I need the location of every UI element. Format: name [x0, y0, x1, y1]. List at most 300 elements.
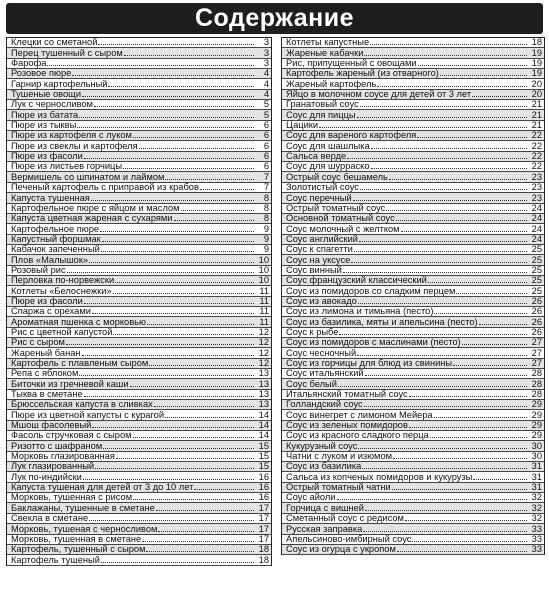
- toc-entry-title: Вермишель со шпинатом и лаймом: [11, 172, 165, 182]
- toc-entry-title: Тушеные овощи: [11, 89, 82, 100]
- toc-entry[interactable]: [7, 224, 271, 234]
- dot-leader: [147, 324, 254, 325]
- toc-entry-page: 15: [258, 441, 269, 451]
- toc-entry-page: 26: [531, 317, 542, 327]
- toc-entry-title: Соус французский классический: [286, 275, 427, 286]
- toc-entry[interactable]: [7, 79, 271, 89]
- toc-entry[interactable]: [7, 286, 271, 296]
- toc-entry-page: 33: [531, 534, 542, 544]
- toc-entry-page: 23: [531, 182, 542, 193]
- toc-entry-title: Репа с яблоком: [11, 369, 79, 379]
- dot-leader: [396, 220, 527, 221]
- toc-entry[interactable]: [7, 69, 271, 79]
- toc-entry[interactable]: [7, 483, 271, 493]
- dot-leader: [113, 334, 254, 335]
- toc-entry[interactable]: [282, 369, 544, 379]
- toc-entry-title: Ароматная пшенка с морковью: [11, 317, 146, 327]
- toc-entry-title: Пюре из тыквы: [11, 120, 77, 131]
- toc-entry-page: 19: [531, 58, 542, 69]
- dot-leader: [358, 448, 527, 449]
- toc-entry[interactable]: [282, 297, 544, 307]
- toc-entry[interactable]: [7, 431, 271, 441]
- toc-entry-title: Соус английский: [286, 234, 358, 244]
- toc-entry[interactable]: [282, 276, 544, 286]
- dot-leader: [89, 520, 254, 521]
- toc-entry-page: 6: [263, 120, 269, 131]
- toc-entry-page: 14: [258, 431, 269, 441]
- toc-entry-page: 23: [531, 193, 542, 203]
- toc-entry-page: 32: [531, 513, 542, 524]
- toc-entry-page: 29: [531, 431, 542, 441]
- toc-entry[interactable]: [7, 555, 271, 565]
- toc-entry[interactable]: [7, 59, 271, 69]
- toc-entry-title: Соус из базилика: [286, 462, 362, 472]
- toc-entry-page: 27: [531, 348, 542, 358]
- toc-entry[interactable]: [7, 255, 271, 265]
- toc-entry-page: 13: [258, 400, 269, 410]
- toc-entry-title: Сметанный соус с редисом: [286, 513, 404, 524]
- toc-entry-title: Острый томатный чатни: [286, 482, 391, 493]
- toc-entry-title: Котлеты капустные: [286, 38, 370, 48]
- dot-leader: [338, 386, 527, 387]
- toc-header: [6, 3, 543, 34]
- toc-entry-page: 11: [259, 317, 269, 327]
- toc-title: Содержание: [194, 4, 355, 32]
- dot-leader: [362, 468, 527, 469]
- toc-entry-page: 18: [531, 38, 542, 48]
- toc-entry-title: Перловка по-норвежски: [11, 275, 115, 286]
- toc-entry-title: Картофельное пюре с яйцом и маслом: [11, 203, 180, 213]
- toc-entry[interactable]: [282, 121, 544, 131]
- toc-entry[interactable]: [7, 369, 271, 379]
- toc-entry-page: 18: [258, 555, 269, 565]
- toc-entry[interactable]: [7, 162, 271, 172]
- toc-entry-title: Рис, припущенный с овощами: [286, 58, 417, 69]
- toc-entry[interactable]: [282, 317, 544, 327]
- toc-entry-title: Картофельное пюре: [11, 224, 100, 234]
- toc-entry[interactable]: [282, 286, 544, 296]
- toc-entry[interactable]: [7, 514, 271, 524]
- toc-entry[interactable]: [282, 348, 544, 358]
- toc-entry-title: Котлеты «Белоснежки»: [11, 286, 112, 296]
- dot-leader: [165, 179, 254, 180]
- toc-entry-title: Соус молочный с желтком: [286, 224, 400, 234]
- toc-entry[interactable]: [282, 131, 544, 141]
- dot-leader: [115, 282, 254, 283]
- dot-leader: [377, 86, 527, 87]
- toc-entry[interactable]: [282, 110, 544, 120]
- dot-leader: [103, 448, 254, 449]
- toc-entry-page: 29: [531, 410, 542, 420]
- toc-entry[interactable]: [282, 503, 544, 513]
- toc-entry[interactable]: [7, 204, 271, 214]
- toc-entry[interactable]: [7, 297, 271, 307]
- toc-entry-title: Яйцо в молочном соусе для детей от 3 лет: [286, 89, 472, 100]
- toc-entry-title: Кабачок запеченный: [11, 244, 100, 255]
- toc-entry-page: 25: [531, 255, 542, 265]
- dot-leader: [371, 168, 527, 169]
- toc-entry[interactable]: [7, 100, 271, 110]
- dot-leader: [339, 334, 527, 335]
- toc-entry-title: Соус из зеленых помидоров: [286, 420, 408, 431]
- dot-leader: [66, 344, 254, 345]
- toc-entry[interactable]: [282, 338, 544, 348]
- toc-entry-page: 4: [263, 79, 269, 89]
- toc-entry-title: Соус на уксусе: [286, 255, 351, 265]
- toc-entry[interactable]: [282, 90, 544, 100]
- toc-entry-title: Морковь глазированная: [11, 451, 115, 462]
- toc-entry-page: 6: [263, 131, 269, 141]
- toc-entry[interactable]: [7, 535, 271, 545]
- toc-entry[interactable]: [282, 359, 544, 369]
- dot-leader: [456, 293, 527, 294]
- toc-column-left: [6, 37, 272, 566]
- toc-entry[interactable]: [7, 524, 271, 534]
- toc-entry-title: Розовое пюре: [11, 69, 72, 79]
- toc-entry[interactable]: [7, 400, 271, 410]
- toc-entry-page: 22: [531, 162, 542, 172]
- dot-leader: [401, 231, 527, 232]
- toc-entry-page: 22: [531, 151, 542, 162]
- toc-entry-title: Свекла в сметане: [11, 513, 89, 524]
- toc-entry[interactable]: [282, 183, 544, 193]
- toc-entry-title: Картофель тушеный: [11, 555, 100, 565]
- toc-entry-title: Соус из базилика, мяты и апельсина (песто): [286, 317, 478, 327]
- dot-leader: [347, 158, 527, 159]
- toc-entry-title: Итальянский томатный соус: [286, 389, 408, 400]
- toc-entry-title: Соус айоли: [286, 493, 336, 503]
- toc-entry-title: Картофель с плавленым сыром: [11, 358, 149, 368]
- toc-entry-page: 24: [531, 234, 542, 244]
- toc-entry[interactable]: [7, 90, 271, 100]
- toc-entry-page: 16: [258, 472, 269, 482]
- toc-entry-page: 18: [258, 544, 269, 555]
- toc-entry[interactable]: [7, 38, 271, 48]
- toc-entry-page: 31: [531, 472, 542, 482]
- toc-entry-title: Капуста тушеная для детей от 3 до 10 лет: [11, 482, 194, 493]
- toc-entry[interactable]: [7, 307, 271, 317]
- toc-entry-page: 12: [258, 348, 269, 358]
- toc-entry[interactable]: [282, 162, 544, 172]
- toc-entry-page: 5: [263, 110, 269, 120]
- toc-entry-title: Капустный форшмак: [11, 234, 101, 244]
- toc-entry-title: Соус для шурраско: [286, 162, 370, 172]
- dot-leader: [434, 313, 527, 314]
- toc-entry[interactable]: [282, 493, 544, 503]
- toc-entry-page: 10: [258, 255, 269, 265]
- toc-entry-title: Соус чесночный: [286, 348, 357, 358]
- toc-entry[interactable]: [282, 431, 544, 441]
- toc-entry[interactable]: [7, 348, 271, 358]
- toc-entry[interactable]: [7, 141, 271, 151]
- toc-entry[interactable]: [282, 410, 544, 420]
- dot-leader: [365, 375, 527, 376]
- dot-leader: [123, 168, 254, 169]
- toc-entry-title: Розовый рис: [11, 265, 66, 275]
- toc-entry-title: Морковь, тушенная в сметане: [11, 534, 142, 544]
- toc-entry[interactable]: [282, 535, 544, 545]
- toc-entry-page: 22: [531, 131, 542, 141]
- toc-entry[interactable]: [7, 328, 271, 338]
- toc-entry[interactable]: [282, 59, 544, 69]
- toc-entry-title: Гарнир картофельный: [11, 79, 108, 89]
- dot-leader: [417, 137, 527, 138]
- toc-entry[interactable]: [282, 204, 544, 214]
- dot-leader: [72, 75, 254, 76]
- dot-leader: [337, 499, 527, 500]
- toc-entry-title: Капуста тушенная: [11, 193, 90, 203]
- toc-entry-page: 6: [263, 151, 269, 162]
- toc-entry-page: 29: [531, 400, 542, 410]
- toc-entry-title: Пюре из цветной капусты с курагой: [11, 410, 165, 420]
- dot-leader: [389, 179, 527, 180]
- toc-entry[interactable]: [282, 307, 544, 317]
- toc-entry[interactable]: [282, 545, 544, 555]
- dot-leader: [89, 262, 254, 263]
- dot-leader: [82, 355, 254, 356]
- toc-entry-page: 24: [531, 203, 542, 213]
- toc-entry[interactable]: [282, 483, 544, 493]
- dot-leader: [108, 86, 254, 87]
- dot-leader: [418, 65, 527, 66]
- dot-leader: [116, 458, 254, 459]
- toc-entry-page: 9: [263, 234, 269, 244]
- toc-entry[interactable]: [7, 131, 271, 141]
- toc-entry[interactable]: [282, 193, 544, 203]
- toc-entry-title: Пюре из батата: [11, 110, 79, 120]
- dot-leader: [47, 65, 254, 66]
- dot-leader: [95, 468, 254, 469]
- dot-leader: [359, 241, 527, 242]
- toc-entry-page: 11: [259, 286, 269, 296]
- toc-entry-page: 25: [531, 265, 542, 275]
- toc-entry[interactable]: [282, 441, 544, 451]
- dot-leader: [351, 262, 527, 263]
- toc-entry-title: Ризотто с шафраном: [11, 441, 103, 451]
- toc-entry-title: Соус из огурца с укропом: [286, 544, 396, 555]
- toc-entry-page: 21: [531, 110, 542, 120]
- toc-entry-page: 19: [531, 69, 542, 79]
- toc-entry-page: 33: [531, 524, 542, 534]
- toc-entry[interactable]: [7, 410, 271, 420]
- toc-entry-title: Пюре из фасоли: [11, 296, 83, 306]
- toc-entry-title: Рис с цветной капустой: [11, 327, 113, 337]
- toc-entry[interactable]: [282, 328, 544, 338]
- toc-entry-page: 16: [258, 482, 269, 493]
- toc-entry-title: Соус итальянский: [286, 369, 364, 379]
- toc-entry[interactable]: [7, 503, 271, 513]
- dot-leader: [412, 541, 527, 542]
- dot-leader: [156, 510, 254, 511]
- dot-leader: [360, 106, 527, 107]
- toc-entry[interactable]: [282, 421, 544, 431]
- toc-entry[interactable]: [282, 524, 544, 534]
- dot-leader: [154, 406, 254, 407]
- toc-entry[interactable]: [282, 48, 544, 58]
- toc-entry-page: 4: [263, 69, 269, 79]
- toc-entry-page: 26: [531, 296, 542, 306]
- toc-entry[interactable]: [7, 110, 271, 120]
- toc-entry-page: 17: [258, 534, 269, 544]
- toc-entry[interactable]: [282, 69, 544, 79]
- toc-entry-page: 20: [531, 79, 542, 89]
- toc-entry[interactable]: [7, 152, 271, 162]
- dot-leader: [354, 251, 527, 252]
- toc-entry-page: 30: [531, 441, 542, 451]
- toc-entry[interactable]: [282, 100, 544, 110]
- toc-entry-page: 25: [531, 275, 542, 286]
- toc-entry-title: Капуста цветная жареная с сухарями: [11, 213, 173, 224]
- toc-entry-title: Мшош фасолевый: [11, 420, 92, 431]
- toc-entry[interactable]: [7, 379, 271, 389]
- toc-entry-title: Соус винегрет с лимоном Мейера: [286, 410, 433, 420]
- toc-entry[interactable]: [7, 421, 271, 431]
- toc-entry[interactable]: [282, 514, 544, 524]
- toc-entry-page: 26: [531, 327, 542, 337]
- dot-leader: [453, 365, 527, 366]
- toc-entry[interactable]: [7, 441, 271, 451]
- toc-entry[interactable]: [7, 183, 271, 193]
- toc-entry[interactable]: [7, 452, 271, 462]
- dot-leader: [79, 117, 254, 118]
- dot-leader: [473, 479, 527, 480]
- toc-entry[interactable]: [282, 38, 544, 48]
- dot-leader: [158, 531, 254, 532]
- toc-entry-page: 24: [531, 224, 542, 234]
- toc-entry[interactable]: [282, 390, 544, 400]
- toc-entry-title: Голландский соус: [286, 400, 363, 410]
- toc-entry-title: Соус винный: [286, 265, 342, 275]
- toc-entry[interactable]: [7, 172, 271, 182]
- toc-entry[interactable]: [282, 472, 544, 482]
- toc-entry[interactable]: [7, 235, 271, 245]
- toc-entry-page: 31: [531, 462, 542, 472]
- toc-entry-page: 13: [258, 369, 269, 379]
- toc-entry-page: 20: [531, 89, 542, 100]
- dot-leader: [101, 251, 254, 252]
- toc-entry[interactable]: [282, 172, 544, 182]
- toc-entry[interactable]: [282, 452, 544, 462]
- toc-entry-title: Картофель, тушенный с сыром: [11, 544, 146, 555]
- toc-entry[interactable]: [282, 79, 544, 89]
- dot-leader: [365, 510, 527, 511]
- dot-leader: [142, 541, 254, 542]
- dot-leader: [181, 210, 254, 211]
- toc-entry[interactable]: [7, 359, 271, 369]
- toc-entry-page: 15: [258, 462, 269, 472]
- toc-entry-page: 30: [531, 451, 542, 462]
- toc-entry[interactable]: [282, 266, 544, 276]
- toc-entry[interactable]: [7, 317, 271, 327]
- toc-entry-title: Перец тушенный с сыром: [11, 48, 123, 58]
- dot-leader: [405, 520, 527, 521]
- toc-entry-title: Соус для шашлыка: [286, 141, 370, 151]
- toc-entry-title: Пюре из свеклы и картофеля: [11, 141, 138, 151]
- dot-leader: [98, 44, 254, 45]
- toc-entry-title: Морковь, тушенная с рисом: [11, 493, 133, 503]
- toc-entry[interactable]: [7, 121, 271, 131]
- toc-entry-title: Спаржа с орехами: [11, 306, 91, 317]
- toc-entry-page: 12: [258, 337, 269, 348]
- toc-entry-title: Картофель жареный (из отварного): [286, 69, 439, 79]
- toc-entry-page: 6: [263, 141, 269, 151]
- dot-leader: [133, 499, 254, 500]
- toc-entry-page: 13: [258, 379, 269, 389]
- toc-entry[interactable]: [282, 214, 544, 224]
- toc-entry-title: Соус из горчицы для блюд из свинины: [286, 358, 453, 368]
- toc-entry-page: 8: [263, 193, 269, 203]
- dot-leader: [146, 551, 254, 552]
- dot-leader: [392, 489, 527, 490]
- toc-entry[interactable]: [282, 255, 544, 265]
- toc-entry[interactable]: [282, 141, 544, 151]
- toc-entry-page: 8: [263, 203, 269, 213]
- toc-entry[interactable]: [282, 462, 544, 472]
- dot-leader: [67, 272, 254, 273]
- toc-entry[interactable]: [282, 152, 544, 162]
- toc-entry-page: 33: [531, 544, 542, 555]
- toc-entry-title: Соус из лимона и тимьяна (песто): [286, 306, 434, 317]
- toc-entry-title: Острый томатный соус: [286, 203, 386, 213]
- toc-entry-title: Пюре из картофеля с луком: [11, 131, 132, 141]
- toc-entry[interactable]: [7, 214, 271, 224]
- toc-entry-page: 12: [258, 358, 269, 368]
- toc-entry[interactable]: [7, 245, 271, 255]
- toc-entry-title: Брюссельская капуста в сливках: [11, 400, 153, 410]
- toc-entry-title: Жареные кабачки: [286, 48, 364, 58]
- toc-entry-page: 13: [258, 389, 269, 400]
- dot-leader: [139, 148, 254, 149]
- toc-entry[interactable]: [282, 400, 544, 410]
- toc-entry[interactable]: [7, 266, 271, 276]
- toc-entry-page: 5: [263, 100, 269, 110]
- dot-leader: [92, 313, 254, 314]
- toc-entry[interactable]: [7, 48, 271, 58]
- toc-entry[interactable]: [7, 472, 271, 482]
- toc-entry[interactable]: [7, 462, 271, 472]
- toc-entry-title: Основной томатный соус: [286, 213, 395, 224]
- dot-leader: [430, 437, 527, 438]
- toc-entry-title: Чатни с луком и изюмом: [286, 451, 393, 462]
- dot-leader: [440, 75, 527, 76]
- toc-entry[interactable]: [282, 379, 544, 389]
- dot-leader: [364, 406, 527, 407]
- dot-leader: [94, 106, 254, 107]
- dot-leader: [174, 220, 254, 221]
- toc-entry-page: 28: [531, 389, 542, 400]
- toc-entry[interactable]: [7, 493, 271, 503]
- toc-entry[interactable]: [282, 235, 544, 245]
- dot-leader: [82, 96, 254, 97]
- toc-entry[interactable]: [7, 276, 271, 286]
- dot-leader: [357, 117, 527, 118]
- toc-entry-title: Соус из помидоров со сладким перцем: [286, 286, 456, 296]
- toc-entry-page: 17: [258, 503, 269, 513]
- toc-entry-title: Тыква в сметане: [11, 389, 83, 400]
- toc-entry[interactable]: [7, 545, 271, 555]
- toc-entry-page: 8: [263, 213, 269, 224]
- toc-entry-page: 27: [531, 337, 542, 348]
- toc-entry[interactable]: [7, 338, 271, 348]
- toc-entry-page: 17: [258, 513, 269, 524]
- toc-entry[interactable]: [282, 224, 544, 234]
- toc-entry-title: Апельсиново-имбирный соус: [286, 534, 412, 544]
- toc-entry[interactable]: [7, 193, 271, 203]
- toc-entry[interactable]: [7, 390, 271, 400]
- toc-entry[interactable]: [282, 245, 544, 255]
- toc-entry-page: 7: [263, 182, 269, 193]
- toc-entry-title: Жареный банан: [11, 348, 81, 358]
